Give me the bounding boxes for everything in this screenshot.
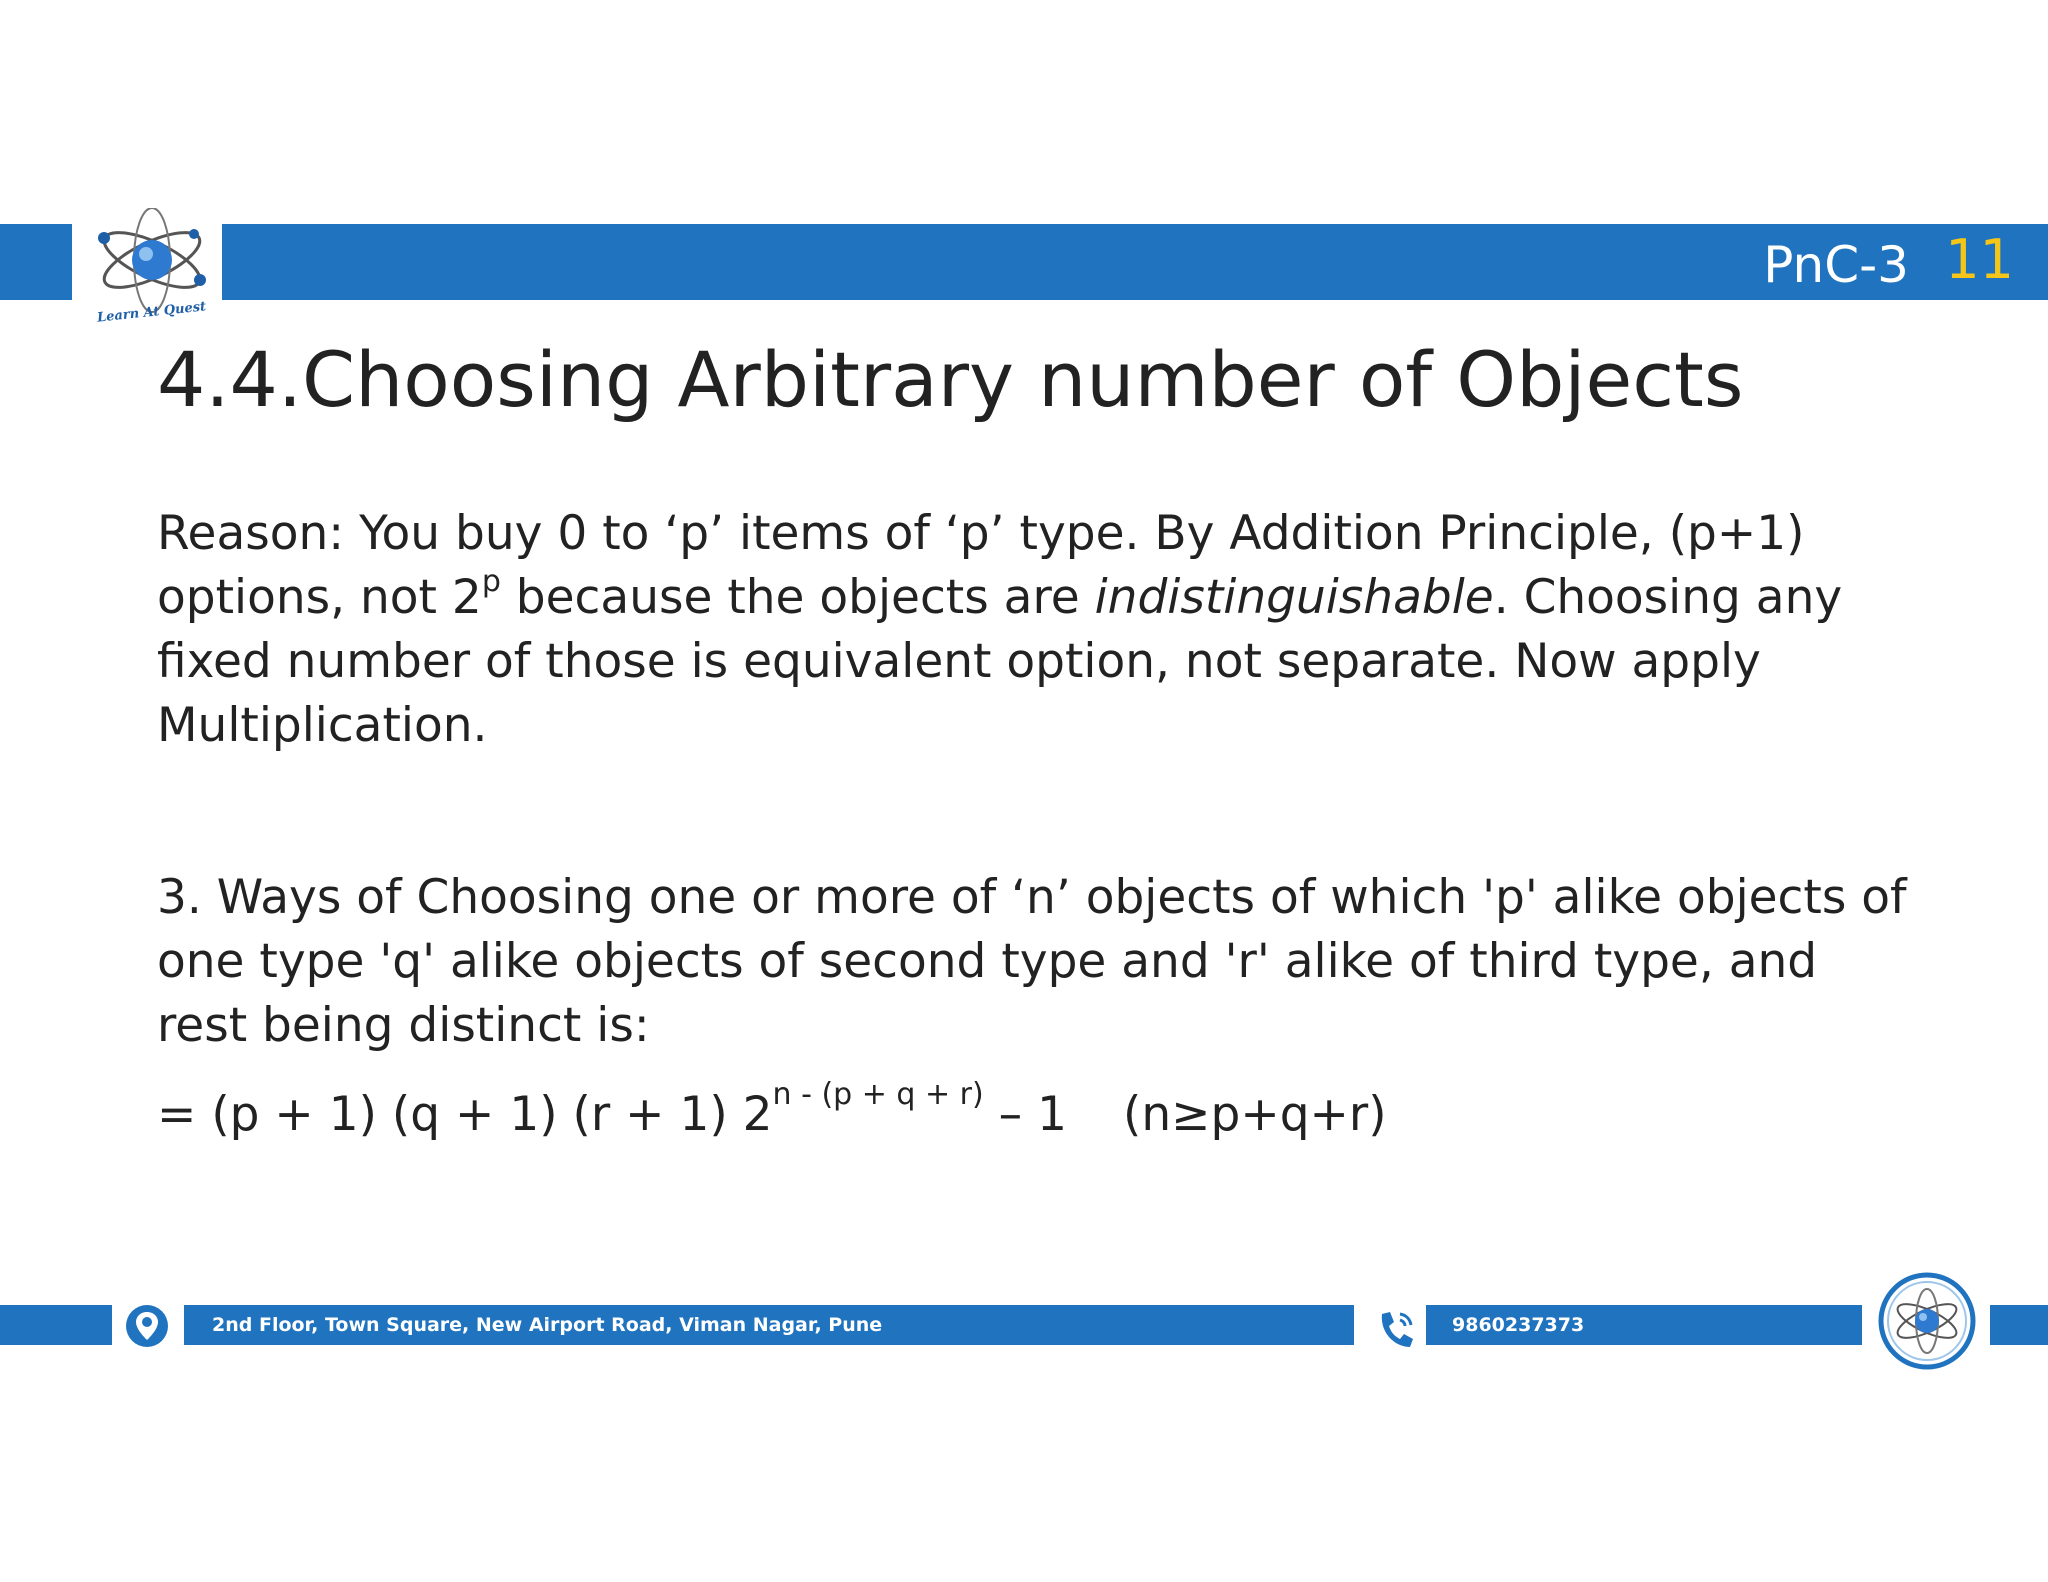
reason-paragraph — [157, 502, 1917, 758]
header-band-left — [0, 224, 72, 300]
formula-base: = (p + 1) (q + 1) (r + 1) 2 — [157, 1087, 773, 1142]
footer-band-left — [0, 1305, 112, 1345]
atom-logo-icon — [1878, 1272, 1976, 1370]
formula — [157, 1077, 1068, 1147]
footer-band-right — [1990, 1305, 2048, 1345]
footer-phone: 9860237373 — [1452, 1314, 1585, 1336]
footer-address: 2nd Floor, Town Square, New Airport Road, Viman Nagar, Pune — [212, 1314, 883, 1336]
point-3-paragraph: 3. Ways of Choosing one or more of ‘n’ objects of which 'p' alike objects of one type 'q' alike objects of second type and 'r' alike of third type, and rest being distinct is: — [157, 870, 1907, 1053]
reason-italic: indistinguishable — [1094, 570, 1494, 625]
atom-logo-icon — [82, 208, 222, 326]
formula-condition: (n≥p+q+r) — [1123, 1087, 1387, 1142]
formula-tail: – 1 — [983, 1087, 1068, 1142]
location-pin-icon — [124, 1303, 170, 1349]
reason-superscript: p — [481, 564, 501, 599]
logo-text: Learn At Quest — [96, 299, 207, 326]
slide-number: 11 — [1945, 228, 2014, 291]
reason-text-3: . Choosing any fixed number of those is equivalent option, not separate. Now apply Multiplication. — [157, 570, 1843, 753]
formula-exponent: n - (p + q + r) — [772, 1077, 984, 1112]
phone-icon — [1372, 1306, 1418, 1352]
deck-label: PnC-3 — [1763, 236, 1909, 294]
reason-text-1: Reason: You buy 0 to ‘p’ items of ‘p’ type. By Addition Principle, (p+1) options, not 2 — [157, 506, 1805, 625]
slide-title: 4.4.Choosing Arbitrary number of Objects — [157, 335, 1744, 424]
reason-text-2: because the objects are — [500, 570, 1095, 625]
